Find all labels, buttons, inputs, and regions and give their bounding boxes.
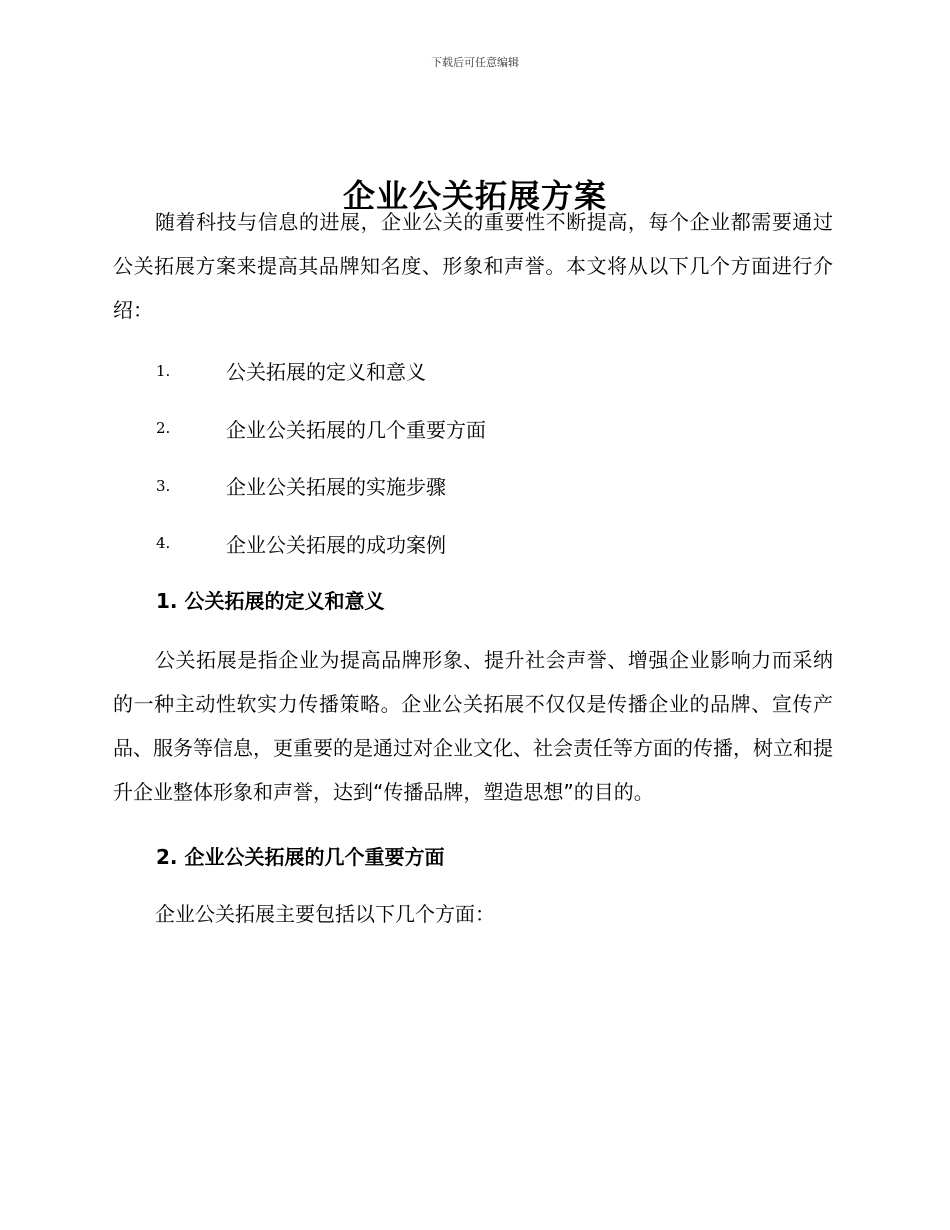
table-of-contents bbox=[113, 342, 833, 572]
document-body bbox=[113, 200, 833, 936]
section-2-paragraph: 企业公关拓展主要包括以下几个方面： bbox=[155, 902, 495, 926]
toc-item-text: 公关拓展的定义和意义 bbox=[226, 360, 426, 385]
toc-item-number: 4. bbox=[156, 534, 171, 553]
section-2-heading: 2. 企业公关拓展的几个重要方面 bbox=[156, 845, 445, 869]
toc-item-text: 企业公关拓展的几个重要方面 bbox=[226, 417, 486, 442]
toc-item-text: 企业公关拓展的成功案例 bbox=[226, 532, 446, 557]
toc-item bbox=[113, 342, 833, 400]
toc-item-number: 2. bbox=[156, 419, 171, 438]
toc-item-number: 3. bbox=[156, 476, 171, 495]
toc-item-number: 1. bbox=[156, 361, 171, 380]
section-1-heading: 1. 公关拓展的定义和意义 bbox=[156, 589, 385, 613]
section-1-paragraph: 公关拓展是指企业为提高品牌形象、提升社会声誉、增强企业影响力而采纳的一种主动性软实力传播策略。企业公关拓展不仅仅是传播企业的品牌、宣传产品、服务等信息，更重要的是通过对企业文化、社会责任等方面的传播，树立和提升企业整体形象和声誉，达到“传播品牌，塑造思想”的目的。 bbox=[113, 648, 833, 804]
toc-item bbox=[113, 515, 833, 573]
toc-item-text: 企业公关拓展的实施步骤 bbox=[226, 475, 446, 500]
toc-item bbox=[113, 400, 833, 458]
document-title: 企业公关拓展方案 bbox=[342, 177, 607, 216]
intro-paragraph: 随着科技与信息的进展，企业公关的重要性不断提高，每个企业都需要通过公关拓展方案来提高其品牌知名度、形象和声誉。本文将从以下几个方面进行介绍： bbox=[113, 210, 833, 322]
page-header-note: 下载后可任意编辑 bbox=[431, 56, 519, 69]
toc-item bbox=[113, 457, 833, 515]
